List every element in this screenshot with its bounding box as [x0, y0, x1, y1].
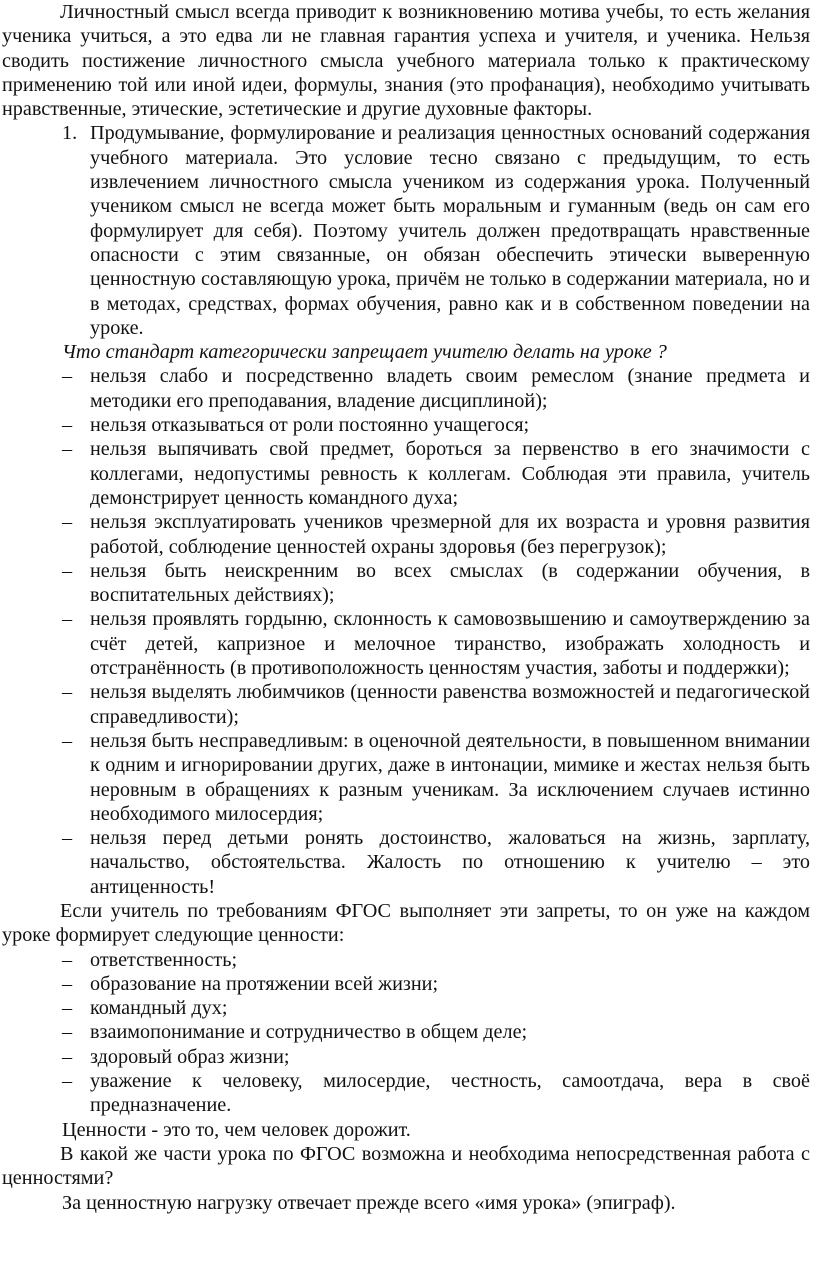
prohibition-text: нельзя эксплуатировать учеников чрезмерной для их возраста и уровня развития работой, соблюдение ценностей охраны здоровья (без перегрузок); [90, 511, 810, 558]
dash-bullet: – [62, 365, 73, 388]
dash-bullet: – [62, 681, 73, 704]
dash-bullet: – [62, 1070, 73, 1093]
prohibitions-question: Что стандарт категорически запрещает учителю делать на уроке ? [62, 341, 667, 364]
prohibition-text: нельзя отказываться от роли постоянно учащегося; [90, 414, 530, 437]
value-item [2, 1045, 810, 1069]
dash-bullet: – [62, 972, 73, 995]
values-intro: Если учитель по требованиям ФГОС выполняет эти запреты, то он уже на каждом уроке формирует следующие ценности: [2, 899, 810, 947]
prohibition-text: нельзя быть неискренним во всех смыслах (в содержании обучения, в воспитательных действиях); [90, 559, 810, 607]
dash-bullet: – [62, 948, 73, 971]
closing-question: В какой же части урока по ФГОС возможна и необходима непосредственная работа с ценностями? [2, 1142, 810, 1190]
dash-bullet: – [62, 511, 73, 534]
prohibition-text: нельзя выпячивать свой предмет, бороться за первенство в его значимости с коллегами, недопустимы ревность к коллегам. Соблюдая эти правила, учитель демонстрирует ценность командного духа; [90, 438, 810, 509]
value-item [2, 972, 810, 996]
prohibition-item [2, 437, 810, 510]
values-list [2, 948, 810, 1118]
prohibition-text: нельзя выделять любимчиков (ценности равенства возможностей и педагогической справедливости); [90, 681, 810, 728]
value-text: образование на протяжении всей жизни; [90, 972, 439, 995]
closing-answer: За ценностную нагрузку отвечает прежде всего «имя урока» (эпиграф). [62, 1191, 676, 1214]
dash-bullet: – [62, 559, 73, 582]
prohibition-item [2, 680, 810, 729]
value-item [2, 1020, 810, 1044]
dash-bullet: – [62, 438, 73, 461]
value-text: ответственность; [90, 948, 238, 971]
numbered-item [2, 121, 810, 340]
prohibition-text: нельзя слабо и посредственно владеть своим ремеслом (знание предмета и методики его преподавания, владение дисциплиной); [90, 365, 810, 412]
intro-paragraph: Личностный смысл всегда приводит к возникновению мотива учебы, то есть желания ученика учиться, а это едва ли не главная гарантия успеха и учителя, и ученика. Нельзя сводить постижение личностного смысла учебного материала только к практическому применению той или иной идеи, формулы, знания (это профанация), необходимо учитывать нравственные, этические, эстетические и другие духовные факторы. [2, 1, 810, 121]
dash-bullet: – [62, 997, 73, 1020]
prohibition-item [2, 729, 810, 826]
dash-bullet: – [62, 1045, 73, 1068]
value-text: командный дух; [90, 997, 228, 1020]
item-number: 1. [62, 122, 78, 145]
value-text: уважение к человеку, милосердие, честность, самоотдача, вера в своё предназначение. [90, 1070, 810, 1117]
dash-bullet: – [62, 1021, 73, 1044]
value-item [2, 996, 810, 1020]
dash-bullet: – [62, 827, 73, 850]
value-item [2, 948, 810, 972]
dash-bullet: – [62, 729, 73, 752]
prohibition-item [2, 364, 810, 413]
values-definition: Ценности - это то, чем человек дорожит. [62, 1118, 411, 1141]
prohibition-item [2, 413, 810, 437]
prohibition-text: нельзя быть несправедливым: в оценочной деятельности, в повышенном внимании к одним и игнорировании других, даже в интонации, мимике и жестах нельзя быть неровным в обращениях к разным ученикам. За исключением случаев истинно необходимого милосердия; [90, 729, 810, 825]
prohibition-item [2, 559, 810, 608]
dash-bullet: – [62, 414, 73, 437]
dash-bullet: – [62, 608, 73, 631]
prohibitions-list [2, 364, 810, 899]
prohibition-text: нельзя проявлять гордыню, склонность к самовозвышению и самоутверждению за счёт детей, капризное и мелочное тиранство, изображать холодность и отстранённость (в противоположность ценностям участия, заботы и поддержки); [90, 608, 810, 680]
value-text: взаимопонимание и сотрудничество в общем деле; [90, 1021, 528, 1044]
value-item [2, 1069, 810, 1118]
prohibition-item [2, 607, 810, 680]
numbered-item-text: Продумывание, формулирование и реализация ценностных оснований содержания учебного материала. Это условие тесно связано с предыдущим, то есть извлечением личностного смысла учеником из содержания урока. Полученный учеником смысл не всегда может быть моральным и гуманным (ведь он сам его формулирует для себя). Поэтому учитель должен предотвращать нравственные опасности с этим связанные, он обязан обеспечить этически выверенную ценностную составляющую урока, причём не только в содержании материала, но и в методах, средствах, формах обучения, равно как и в собственном поведении на уроке. [90, 122, 810, 339]
prohibition-text: нельзя перед детьми ронять достоинство, жаловаться на жизнь, зарплату, начальство, обстоятельства. Жалость по отношению к учителю – это антиценность! [90, 827, 810, 898]
value-text: здоровый образ жизни; [90, 1045, 290, 1068]
prohibition-item [2, 826, 810, 899]
prohibition-item [2, 510, 810, 559]
